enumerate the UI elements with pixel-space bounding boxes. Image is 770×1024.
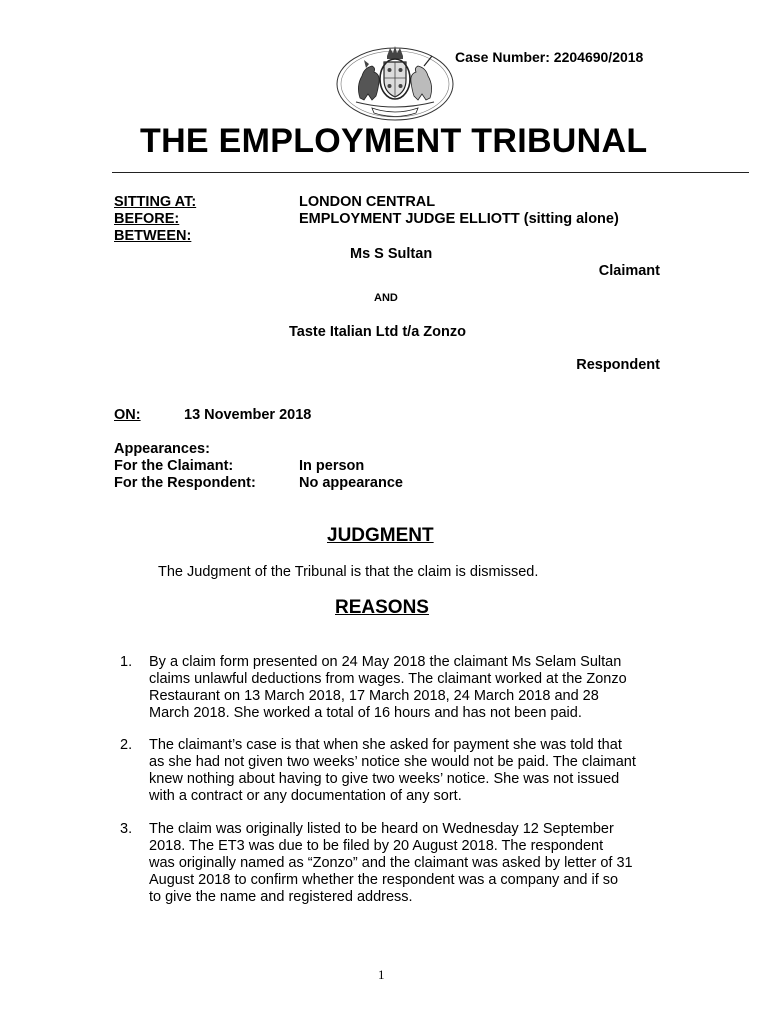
reason-paragraph-2 [115, 737, 663, 805]
page-number: 1 [378, 967, 385, 982]
respondent-appearance-label: For the Respondent: [114, 475, 256, 491]
reason-paragraph-1 [115, 654, 663, 722]
between-label: BETWEEN: [114, 228, 192, 244]
paragraph-line: with a contract or any documentation of any sort. [149, 788, 462, 804]
paragraph-line: claims unlawful deductions from wages. The claimant worked at the Zonzo [149, 671, 627, 687]
paragraph-number: 2. [120, 737, 133, 753]
paragraph-line: The claim was originally listed to be heard on Wednesday 12 September [149, 821, 614, 837]
respondent-role: Respondent [576, 357, 660, 373]
sitting-at-label: SITTING AT: [114, 194, 197, 210]
before-label: BEFORE: [114, 211, 180, 227]
claimant-appearance-label: For the Claimant: [114, 458, 234, 474]
appearances-label: Appearances: [114, 441, 210, 457]
paragraph-line: to give the name and registered address. [149, 889, 413, 905]
judgment-text: The Judgment of the Tribunal is that the claim is dismissed. [158, 564, 539, 580]
paragraph-line: 2018. The ET3 was due to be filed by 20 August 2018. The respondent [149, 838, 604, 854]
paragraph-line: The claimant’s case is that when she asked for payment she was told that [149, 737, 622, 753]
claimant-appearance-value: In person [299, 458, 365, 474]
reason-paragraph-3 [115, 821, 663, 906]
paragraph-line: as she had not given two weeks’ notice she would not be paid. The claimant [149, 754, 636, 770]
judgment-heading: JUDGMENT [327, 525, 434, 546]
on-label: ON: [114, 407, 141, 423]
claimant-name: Ms S Sultan [350, 246, 433, 262]
paragraph-line: March 2018. She worked a total of 16 hours and has not been paid. [149, 705, 582, 721]
case-number: Case Number: 2204690/2018 [455, 49, 644, 65]
and-separator: AND [374, 292, 398, 304]
paragraph-number: 1. [120, 654, 133, 670]
sitting-at-value: LONDON CENTRAL [299, 194, 436, 210]
paragraph-line: Restaurant on 13 March 2018, 17 March 2018, 24 March 2018 and 28 [149, 688, 599, 704]
respondent-name: Taste Italian Ltd t/a Zonzo [289, 324, 466, 340]
paragraph-line: knew nothing about having to give two weeks’ notice. She was not issued [149, 771, 620, 787]
before-value: EMPLOYMENT JUDGE ELLIOTT (sitting alone) [299, 211, 619, 227]
paragraph-line: By a claim form presented on 24 May 2018 the claimant Ms Selam Sultan [149, 654, 622, 670]
royal-coat-of-arms-icon [332, 42, 458, 122]
paragraph-line: August 2018 to confirm whether the respondent was a company and if so [149, 872, 619, 888]
page-title: THE EMPLOYMENT TRIBUNAL [140, 122, 648, 160]
title-divider [112, 172, 749, 173]
hearing-date: 13 November 2018 [184, 407, 312, 423]
claimant-role: Claimant [598, 263, 660, 279]
paragraph-line: was originally named as “Zonzo” and the claimant was asked by letter of 31 [149, 855, 633, 871]
paragraph-number: 3. [120, 821, 133, 837]
reasons-heading: REASONS [335, 597, 429, 618]
respondent-appearance-value: No appearance [299, 475, 403, 491]
